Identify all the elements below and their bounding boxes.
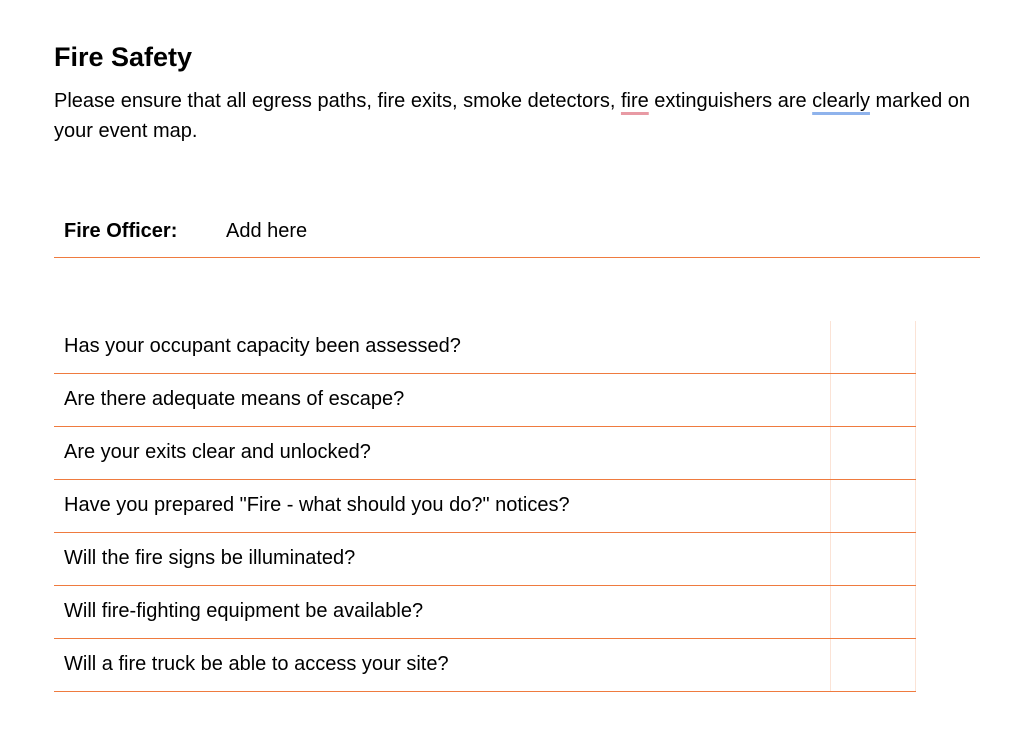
- grammar-word-clearly[interactable]: clearly: [812, 90, 870, 112]
- checklist-question: Will fire-fighting equipment be available?: [64, 600, 424, 622]
- checklist-answer-cell[interactable]: [830, 639, 916, 691]
- checklist-answer-cell[interactable]: [830, 533, 916, 585]
- intro-paragraph: [54, 86, 980, 146]
- checklist-answer-cell[interactable]: [830, 480, 916, 532]
- table-row: [54, 427, 916, 480]
- checklist-answer-cell[interactable]: [830, 427, 916, 479]
- table-row: [54, 586, 916, 639]
- table-row: [54, 480, 916, 533]
- intro-text-part-3: marked on your event map.: [54, 90, 971, 142]
- spellcheck-word-fire[interactable]: fire: [620, 90, 649, 112]
- section-heading: Fire Safety: [54, 42, 193, 72]
- fire-officer-field[interactable]: Add here: [226, 220, 308, 242]
- intro-text-part-2: extinguishers are: [648, 90, 813, 112]
- checklist-question: Have you prepared "Fire - what should you do?" notices?: [64, 494, 570, 516]
- fire-officer-row: [54, 206, 980, 258]
- checklist-answer-cell[interactable]: [830, 586, 916, 638]
- checklist-question: Will a fire truck be able to access your site?: [64, 653, 449, 675]
- checklist-answer-cell[interactable]: [830, 374, 916, 426]
- intro-text-part-1: Please ensure that all egress paths, fire exits, smoke detectors,: [54, 90, 621, 112]
- safety-checklist-table: [54, 321, 916, 692]
- table-row: [54, 321, 916, 374]
- checklist-answer-cell[interactable]: [830, 321, 916, 373]
- checklist-question: Has your occupant capacity been assessed?: [64, 335, 461, 357]
- table-row: [54, 533, 916, 586]
- table-row: [54, 374, 916, 427]
- checklist-question: Will the fire signs be illuminated?: [64, 547, 356, 569]
- table-row: [54, 639, 916, 692]
- checklist-question: Are there adequate means of escape?: [64, 388, 405, 410]
- checklist-question: Are your exits clear and unlocked?: [64, 441, 371, 463]
- fire-officer-label: Fire Officer:: [64, 220, 178, 242]
